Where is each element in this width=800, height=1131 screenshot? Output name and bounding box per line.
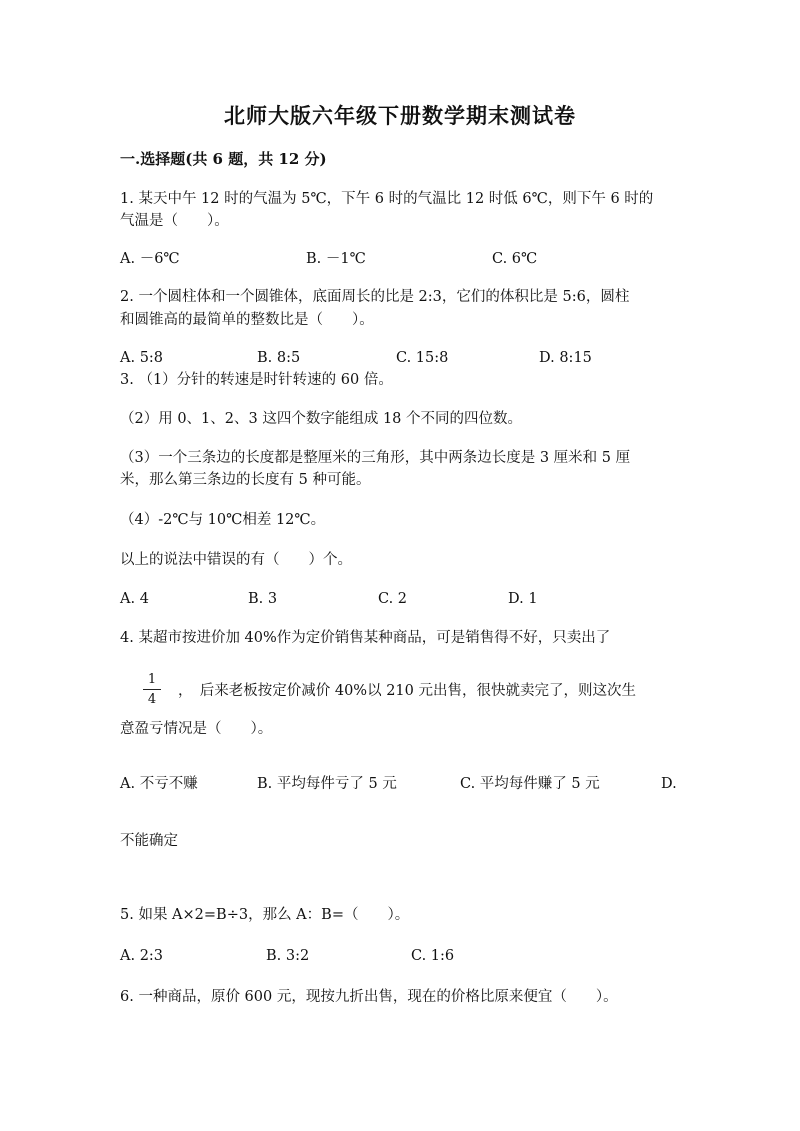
q2-text-line1: 2. 一个圆柱体和一个圆锥体，底面周长的比是 2:3，它们的体积比是 5:6，圆柱: [120, 289, 630, 305]
q3-statement-2: （2）用 0、1、2、3 这四个数字能组成 18 个不同的四位数。: [120, 411, 523, 427]
q3-statement-3-line1: （3）一个三条边的长度都是整厘米的三角形，其中两条边长度是 3 厘米和 5 厘: [120, 450, 631, 466]
q4-option-a: A. 不亏不赚: [120, 776, 198, 792]
q1-option-a: A. －6℃: [120, 251, 180, 267]
q5-text: 5. 如果 A×2=B÷3，那么 A：B=（ ）。: [120, 907, 410, 923]
q1-text-line1: 1. 某天中午 12 时的气温为 5℃，下午 6 时的气温比 12 时低 6℃，则下午 6 时的: [120, 191, 654, 207]
q4-text-line1: 4. 某超市按进价加 40%作为定价销售某种商品，可是销售得不好，只卖出了: [120, 630, 611, 646]
q1-option-c: C. 6℃: [492, 251, 538, 267]
q2-option-d: D. 8:15: [539, 350, 592, 366]
fraction-numerator: 1: [147, 672, 157, 687]
q3-option-c: C. 2: [378, 591, 408, 607]
q3-option-b: B. 3: [248, 591, 278, 607]
q1-text-line2: 气温是（ ）。: [120, 213, 229, 229]
q3-option-d: D. 1: [508, 591, 538, 607]
q4-option-c: C. 平均每件赚了 5 元: [460, 776, 600, 792]
fraction-denominator: 4: [147, 692, 157, 707]
q4-option-d-text: 不能确定: [120, 833, 178, 849]
page-title: 北师大版六年级下册数学期末测试卷: [224, 103, 576, 128]
q1-option-b: B. －1℃: [306, 251, 366, 267]
q5-option-b: B. 3:2: [266, 948, 310, 964]
q3-statement-3-line2: 米，那么第三条边的长度有 5 种可能。: [120, 472, 371, 488]
q5-option-c: C. 1:6: [411, 948, 455, 964]
q6-text: 6. 一种商品，原价 600 元，现按九折出售，现在的价格比原来便宜（ ）。: [120, 989, 618, 1005]
q2-option-b: B. 8:5: [257, 350, 301, 366]
q4-text-line3: 意盈亏情况是（ ）。: [120, 721, 273, 737]
q2-text-line2: 和圆锥高的最简单的整数比是（ ）。: [120, 312, 374, 328]
section-heading: 一.选择题(共 6 题，共 12 分): [120, 150, 327, 168]
q4-option-d: D.: [661, 776, 677, 792]
q3-question: 以上的说法中错误的有（ ）个。: [120, 552, 352, 568]
fraction-bar: [143, 689, 161, 690]
q5-option-a: A. 2:3: [120, 948, 164, 964]
q3-statement-4: （4）-2℃与 10℃相差 12℃。: [120, 512, 326, 528]
q3-option-a: A. 4: [120, 591, 149, 607]
q4-text-line2: ， 后来老板按定价减价 40%以 210 元出售，很快就卖完了，则这次生: [178, 683, 636, 699]
q2-option-c: C. 15:8: [396, 350, 449, 366]
q4-option-b: B. 平均每件亏了 5 元: [257, 776, 397, 792]
fraction: [142, 672, 162, 707]
q2-option-a: A. 5:8: [120, 350, 164, 366]
q3-statement-1: 3. （1）分针的转速是时针转速的 60 倍。: [120, 372, 393, 388]
